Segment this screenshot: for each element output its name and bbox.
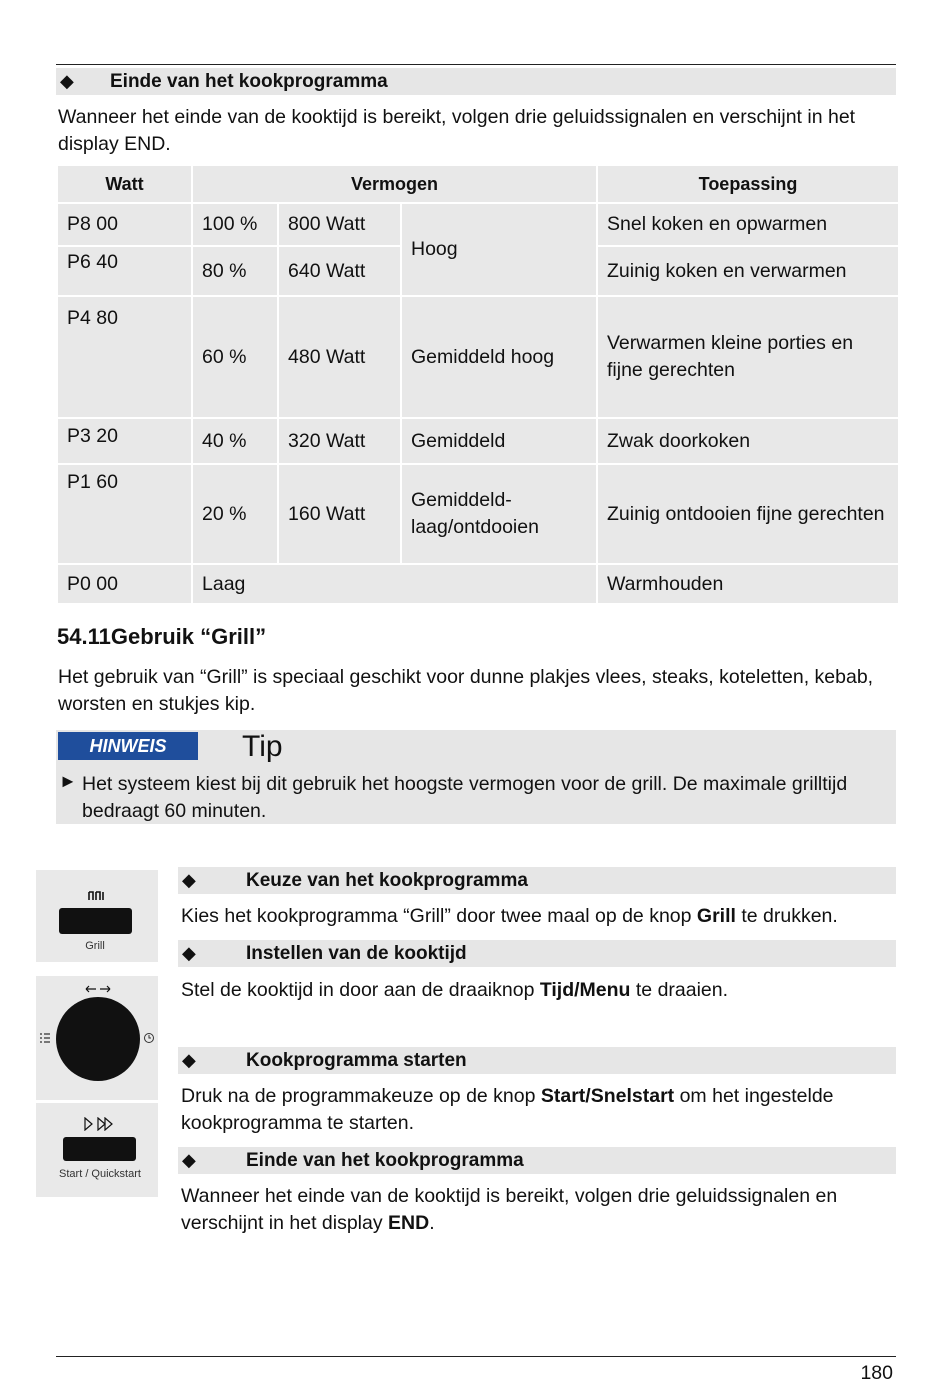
step-text [181,1083,896,1137]
table-cell: 160 Watt [279,465,400,563]
diamond-bullet-icon: ◆ [182,1050,196,1070]
step-text-part: Wanneer het einde van de kooktijd is bereikt, volgen drie geluidssignalen en verschijnt in het display [181,1185,838,1234]
diamond-bullet-icon: ◆ [182,1150,196,1170]
table-header: Vermogen [193,166,596,202]
table-cell: 640 Watt [279,247,400,295]
step-text-bold: Tijd/Menu [539,979,631,1001]
notice-text: Het systeem kiest bij dit gebruik het hoogste vermogen voor de grill. De maximale grilltijd bedraagt 60 minuten. [82,773,848,822]
table-row [58,419,898,463]
diamond-bullet-icon: ◆ [182,870,196,890]
step-text-bold: Grill [696,905,736,927]
table-cell: Snel koken en opwarmen [598,204,898,245]
time-menu-knob[interactable] [56,997,140,1081]
section-heading-bar [56,68,896,95]
step-text-part: Stel de kooktijd in door aan de draaiknop [181,979,540,1001]
section-intro: Het gebruik van “Grill” is speciaal geschikt voor dunne plakjes vlees, steaks, koteletten, kebab, worsten en stukjes kip. [58,666,874,715]
heading-text: Einde van het kookprogramma [110,70,388,92]
table-cell: Zwak doorkoken [598,419,898,463]
start-button-panel [36,1103,158,1197]
step-heading-bar [178,867,896,894]
step-heading-bar [178,940,896,967]
table-cell: Zuinig koken en verwarmen [598,247,898,295]
step-text-part: . [429,1212,435,1234]
table-cell: Gemiddeld-laag/ontdooien [402,465,596,563]
step-heading-bar [178,1147,896,1174]
step-heading: Keuze van het kookprogramma [246,869,528,891]
notice-box [56,730,896,824]
notice-title: Tip [242,730,283,763]
table-cell: P4 80 [58,297,191,417]
table-cell: Hoog [402,204,596,295]
table-cell: 20 % [193,465,277,563]
table-row [58,297,898,417]
table-cell: 480 Watt [279,297,400,417]
table-cell: 60 % [193,297,277,417]
start-quickstart-button[interactable] [63,1137,136,1161]
page-number: 180 [860,1362,893,1384]
play-quickstart-icon [82,1117,118,1131]
table-cell: P3 20 [58,419,191,463]
table-cell: P1 60 [58,465,191,563]
step-text-bold: END [388,1212,430,1234]
top-rule [56,64,896,65]
step-text [181,1183,896,1237]
table-row [58,565,898,603]
table-row [58,465,898,563]
menu-list-icon [39,1032,51,1044]
step-text-part: Druk na de programmakeuze op de knop [181,1085,541,1107]
rotate-arrows-icon [84,984,112,994]
clock-icon [143,1032,155,1044]
table-cell: P0 00 [58,565,191,603]
table-cell: 800 Watt [279,204,400,245]
table-cell: P6 40 [58,247,191,295]
step-text-part: te draaien. [630,979,729,1001]
table-cell: 100 % [193,204,277,245]
step-text-part: Kies het kookprogramma “Grill” door twee maal op de knop [181,905,697,927]
table-cell: Gemiddeld hoog [402,297,596,417]
grill-icon [87,890,105,902]
table-header: Watt [58,166,191,202]
table-cell: 320 Watt [279,419,400,463]
table-cell: Gemiddeld [402,419,596,463]
table-cell: Warmhouden [598,565,898,603]
step-text-part: om het ingestelde kookprogramma te starten. [181,1085,834,1134]
table-header-row [58,166,898,202]
step-text [181,977,896,1004]
step-text-part: te drukken. [735,905,838,927]
step-text-bold: Start/Snelstart [540,1085,675,1107]
notice-badge: HINWEIS [58,732,198,760]
top-paragraph: Wanneer het einde van de kooktijd is bereikt, volgen drie geluidssignalen en verschijnt in het display END. [58,106,856,155]
start-label: Start / Quickstart [59,1168,141,1180]
grill-button-panel [36,870,158,962]
table-cell: Laag [193,565,596,603]
table-header: Toepassing [598,166,898,202]
step-heading: Instellen van de kooktijd [246,942,467,964]
table-cell: P8 00 [58,204,191,245]
knob-panel [36,976,158,1100]
power-table [56,164,900,605]
step-heading-bar [178,1047,896,1074]
table-cell: Zuinig ontdooien fijne gerechten [598,465,898,563]
diamond-bullet-icon: ◆ [182,943,196,963]
step-heading: Kookprogramma starten [246,1049,467,1071]
table-cell: 80 % [193,247,277,295]
section-title: 54.11Gebruik “Grill” [57,624,267,649]
table-cell: 40 % [193,419,277,463]
step-text [181,903,896,930]
table-row [58,204,898,245]
grill-label: Grill [85,940,105,952]
diamond-bullet-icon: ◆ [60,71,74,91]
arrow-icon: ► [59,771,77,791]
table-cell: Verwarmen kleine porties en fijne gerechten [598,297,898,417]
grill-button[interactable] [59,908,132,934]
step-heading: Einde van het kookprogramma [246,1149,524,1171]
footer-rule [56,1356,896,1357]
